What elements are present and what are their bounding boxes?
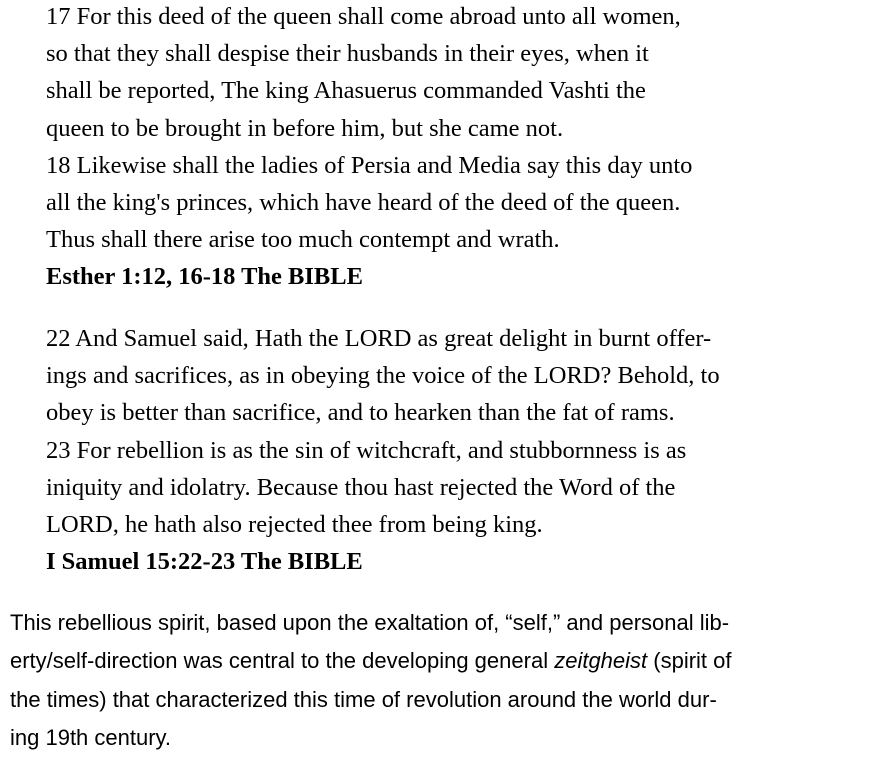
commentary-text: (spirit of [647,648,732,674]
quote-line: 17 For this deed of the queen shall come abroad unto all women, [46,3,681,30]
quote-citation: I Samuel 15:22-23 The BIBLE [46,548,363,576]
quote-line: all the king's princes, which have heard of the deed of the queen. [46,189,681,217]
commentary-line: ing 19th century. [10,724,172,750]
quote-line: LORD, he hath also rejected thee from being king. [46,511,543,539]
quote-line: Thus shall there arise too much contempt and wrath. [46,226,560,254]
quote-line: 23 For rebellion is as the sin of witchcraft, and stubbornness is as [46,436,687,464]
commentary-line: This rebellious spirit, based upon the exaltation of, “self,” and personal lib- [10,610,730,635]
quote-line: obey is better than sacrifice, and to hearken than the fat of rams. [46,399,675,427]
commentary-paragraph [10,604,870,757]
commentary-line: the times) that characterized this time of revolution around the world dur- [10,686,717,712]
scripture-quote-samuel [46,320,866,580]
quote-line: iniquity and idolatry. Because thou hast rejected the Word of the [46,473,676,501]
scripture-quote-esther [46,0,866,296]
quote-citation: Esther 1:12, 16-18 The BIBLE [46,263,363,291]
commentary-line [10,642,870,680]
quote-line: shall be reported, The king Ahasuerus commanded Vashti the [46,77,646,105]
quote-line: 22 And Samuel said, Hath the LORD as great delight in burnt offer- [46,325,712,352]
quote-line: queen to be brought in before him, but she came not. [46,114,564,142]
commentary-text: erty/self-direction was central to the developing general [10,648,555,674]
quote-line: 18 Likewise shall the ladies of Persia and Media say this day unto [46,151,693,179]
quote-line: ings and sacrifices, as in obeying the voice of the LORD? Behold, to [46,362,720,390]
quote-line: so that they shall despise their husbands in their eyes, when it [46,40,649,68]
italic-term: zeitgheist [554,648,648,674]
